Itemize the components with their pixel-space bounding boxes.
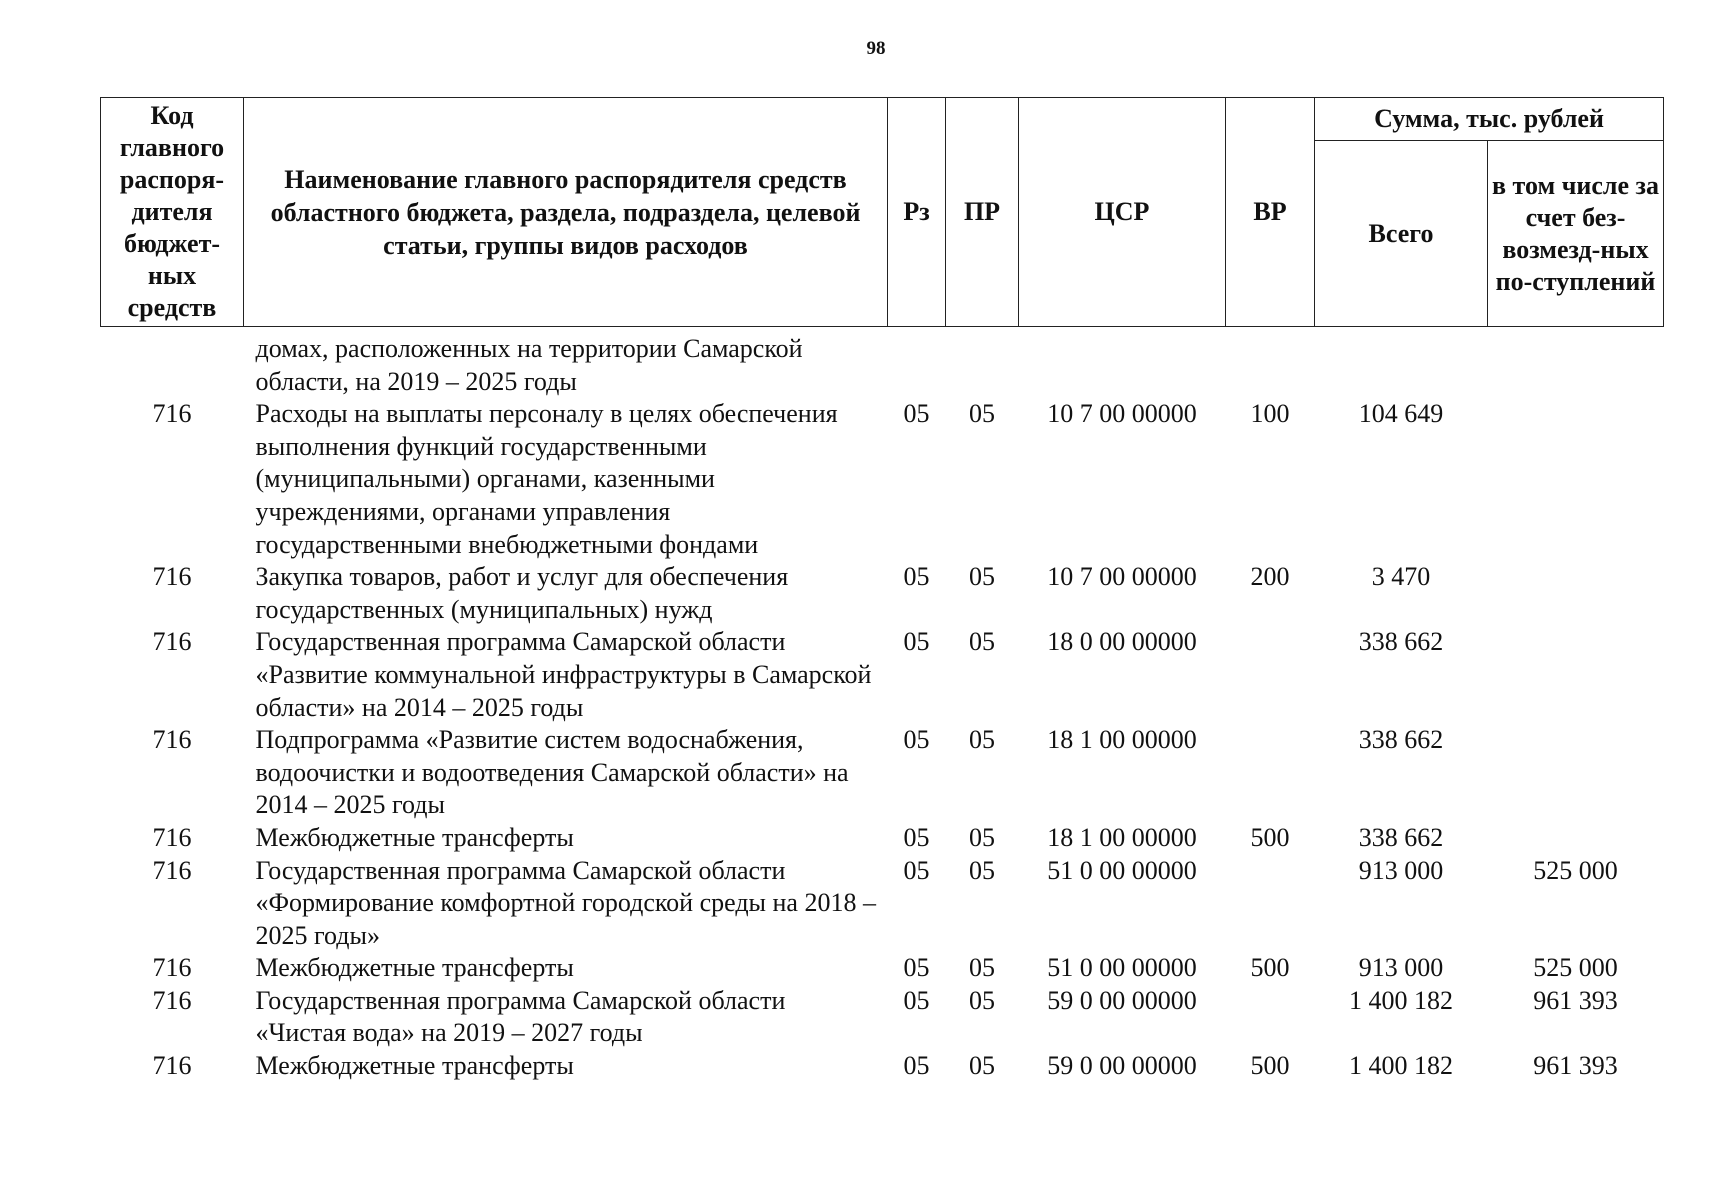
cell-rz: 05 (903, 399, 930, 429)
cell-code (101, 327, 244, 399)
table-row (101, 626, 1664, 724)
cell-free (1488, 561, 1664, 626)
cell-free (1488, 724, 1664, 822)
table-row (101, 1050, 1664, 1083)
header-name (244, 98, 888, 327)
cell-vr: 500 (1250, 822, 1290, 852)
cell-code: 716 (152, 985, 192, 1015)
cell-csr: 18 1 00 00000 (1047, 725, 1197, 755)
cell-name: Межбюджетные трансферты (255, 953, 574, 983)
header-pr (946, 98, 1019, 327)
cell-vr (1226, 724, 1315, 822)
cell-pr: 05 (969, 627, 995, 657)
cell-name: Государственная программа Самарской области «Развитие коммунальной инфраструктуры в Самарской области» на 2014 – 2025 годы (255, 627, 872, 722)
header-vr-label: ВР (1253, 197, 1287, 226)
cell-total: 1 400 182 (1349, 1051, 1453, 1081)
header-pr-label: ПР (963, 197, 1001, 226)
cell-pr: 05 (969, 953, 995, 983)
cell-code: 716 (152, 725, 192, 755)
cell-code: 716 (152, 562, 192, 592)
cell-total: 913 000 (1358, 855, 1444, 885)
header-free-label: в том числе за счет без-возмезд-ных по-ступлений (1492, 170, 1659, 296)
cell-free (1488, 822, 1664, 855)
cell-name: Государственная программа Самарской области «Чистая вода» на 2019 – 2027 годы (255, 985, 786, 1048)
cell-free: 961 393 (1533, 1051, 1618, 1081)
cell-csr: 10 7 00 00000 (1047, 399, 1197, 429)
header-csr (1019, 98, 1226, 327)
table-row (101, 855, 1664, 953)
header-vr (1226, 98, 1315, 327)
cell-free: 961 393 (1533, 985, 1618, 1015)
cell-total: 338 662 (1358, 627, 1444, 657)
cell-code: 716 (152, 953, 192, 983)
cell-pr: 05 (969, 855, 995, 885)
cell-pr: 05 (969, 562, 995, 592)
cell-csr: 51 0 00 00000 (1047, 855, 1197, 885)
cell-vr (1226, 985, 1315, 1050)
budget-table (100, 97, 1664, 1083)
cell-csr: 59 0 00 00000 (1047, 1051, 1197, 1081)
cell-code: 716 (152, 1051, 192, 1081)
cell-pr: 05 (969, 399, 995, 429)
cell-vr (1226, 327, 1315, 399)
cell-vr (1226, 626, 1315, 724)
table-row (101, 822, 1664, 855)
cell-rz: 05 (903, 985, 930, 1015)
cell-total: 338 662 (1358, 725, 1444, 755)
cell-pr: 05 (969, 985, 995, 1015)
cell-free (1488, 398, 1664, 561)
cell-vr: 500 (1250, 953, 1290, 983)
cell-name: Межбюджетные трансферты (255, 822, 574, 852)
cell-csr (1019, 327, 1226, 399)
cell-pr: 05 (969, 725, 995, 755)
cell-total: 3 470 (1371, 562, 1431, 592)
cell-free (1488, 626, 1664, 724)
cell-rz: 05 (903, 627, 930, 657)
table-row (101, 985, 1664, 1050)
table-row (101, 398, 1664, 561)
cell-code: 716 (152, 627, 192, 657)
header-rz (888, 98, 946, 327)
cell-name: Государственная программа Самарской области «Формирование комфортной городской среды на 2018 – 2025 годы» (255, 855, 876, 950)
header-code (101, 98, 244, 327)
cell-total: 913 000 (1358, 953, 1444, 983)
header-total-label: Всего (1368, 218, 1434, 248)
cell-pr: 05 (969, 1051, 995, 1081)
table-row (101, 724, 1664, 822)
cell-free: 525 000 (1533, 953, 1618, 983)
table-row (101, 952, 1664, 985)
table-header (101, 98, 1664, 327)
table-row (101, 561, 1664, 626)
header-free (1488, 141, 1664, 327)
header-csr-label: ЦСР (1094, 197, 1150, 226)
cell-free (1488, 327, 1664, 399)
header-total (1315, 141, 1488, 327)
cell-vr: 200 (1250, 562, 1290, 592)
header-code-label: Код главного распоря-дителя бюджет-ных средств (119, 101, 225, 322)
cell-csr: 18 1 00 00000 (1047, 822, 1197, 852)
cell-vr: 500 (1250, 1051, 1290, 1081)
cell-rz: 05 (903, 855, 930, 885)
cell-vr: 100 (1250, 399, 1290, 429)
cell-csr: 51 0 00 00000 (1047, 953, 1197, 983)
cell-rz: 05 (903, 953, 930, 983)
cell-total: 338 662 (1358, 822, 1444, 852)
cell-code: 716 (152, 822, 192, 852)
cell-name: Расходы на выплаты персоналу в целях обеспечения выполнения функций государственными (муниципальными) органами, казенными учреждениями, органами управления государственными внебюджетными фондами (255, 399, 838, 559)
cell-total: 104 649 (1358, 399, 1444, 429)
cell-pr (946, 327, 1019, 399)
cell-csr: 10 7 00 00000 (1047, 562, 1197, 592)
cell-rz: 05 (903, 822, 930, 852)
cell-pr: 05 (969, 822, 995, 852)
cell-total (1315, 327, 1488, 399)
cell-rz: 05 (903, 725, 930, 755)
cell-rz: 05 (903, 1051, 930, 1081)
cell-name: домах, расположенных на территории Самарской области, на 2019 – 2025 годы (255, 334, 803, 396)
cell-free: 525 000 (1533, 855, 1618, 885)
cell-csr: 59 0 00 00000 (1047, 985, 1197, 1015)
header-name-label: Наименование главного распорядителя средств областного бюджета, раздела, подраздела, целевой статьи, группы видов расходов (270, 164, 861, 260)
cell-name: Подпрограмма «Развитие систем водоснабжения, водоочистки и водоотведения Самарской области» на 2014 – 2025 годы (255, 725, 849, 820)
cell-csr: 18 0 00 00000 (1047, 627, 1197, 657)
cell-total: 1 400 182 (1349, 985, 1453, 1015)
page-number: 98 (866, 38, 886, 59)
table-row (101, 327, 1664, 399)
cell-name: Закупка товаров, работ и услуг для обеспечения государственных (муниципальных) нужд (255, 562, 789, 624)
cell-vr (1226, 855, 1315, 953)
header-rz-label: Рз (903, 197, 930, 226)
cell-name: Межбюджетные трансферты (255, 1051, 574, 1081)
table-body (101, 327, 1664, 1083)
header-sum-label: Сумма, тыс. рублей (1374, 104, 1604, 133)
cell-rz (888, 327, 946, 399)
cell-code: 716 (152, 399, 192, 429)
cell-rz: 05 (903, 562, 930, 592)
header-sum (1315, 98, 1664, 141)
cell-code: 716 (152, 855, 192, 885)
